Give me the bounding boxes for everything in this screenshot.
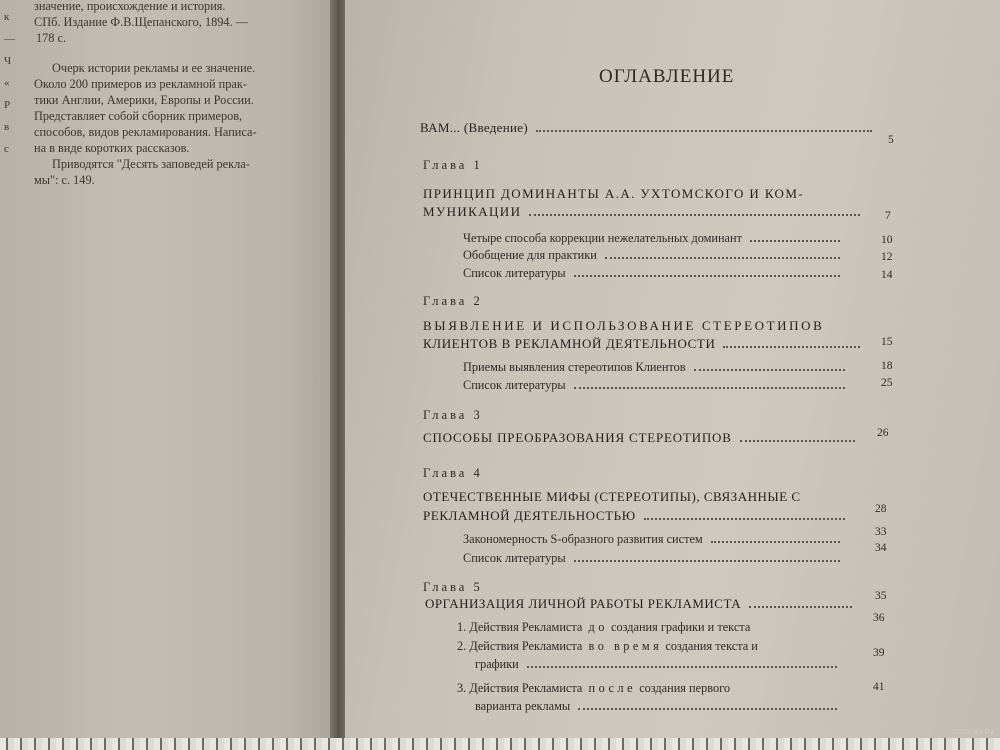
chapter-title: ПРИНЦИП ДОМИНАНТЫ А.А. УХТОМСКОГО И КОМ- xyxy=(423,186,805,201)
margin-mark: к xyxy=(4,11,10,23)
chapter-title: РЕКЛАМНОЙ ДЕЯТЕЛЬНОСТЬЮ xyxy=(423,508,853,524)
bibliography-line: Приводятся "Десять заповедей рекла- xyxy=(52,157,250,171)
toc-page-number: 7 xyxy=(885,210,891,222)
margin-mark: Ч xyxy=(4,55,12,67)
toc-page-number: 39 xyxy=(873,647,885,659)
toc-page-number: 34 xyxy=(875,542,887,554)
bibliography-line: способов, видов рекламирования. Написа- xyxy=(34,125,257,139)
bibliography-line: тики Англии, Америки, Европы и России. xyxy=(34,93,254,107)
margin-mark: — xyxy=(4,33,15,45)
bibliography-line: значение, происхождение и история. xyxy=(34,0,226,13)
toc-subentry: 2. Действия Рекламиста во время создания текста и xyxy=(457,639,758,653)
chapter-label: Глава 5 xyxy=(423,580,483,594)
bibliography-line: на в виде коротких рассказов. xyxy=(34,141,190,155)
bibliography-line: Очерк истории рекламы и ее значение. xyxy=(52,61,256,75)
chapter-title: ВЫЯВЛЕНИЕ И ИСПОЛЬЗОВАНИЕ СТЕРЕОТИПОВ xyxy=(423,318,825,333)
bibliography-line: Около 200 примеров из рекламной прак- xyxy=(34,77,247,91)
toc-page-number: 26 xyxy=(877,427,889,439)
toc-page-number: 41 xyxy=(873,681,885,693)
margin-mark: Р xyxy=(4,99,11,111)
toc-subentry: 3. Действия Рекламиста после создания первого xyxy=(457,681,730,695)
toc-subentry: Список литературы xyxy=(463,551,848,566)
toc-subentry: Четыре способа коррекции нежелательных доминант xyxy=(463,231,848,246)
bibliography-entry xyxy=(34,0,324,188)
page-bottom-edge xyxy=(0,738,1000,750)
chapter-label: Глава 2 xyxy=(423,294,483,308)
margin-mark: « xyxy=(4,77,10,89)
chapter-title: МУНИКАЦИИ xyxy=(423,204,868,220)
toc-subentry: 1. Действия Рекламиста до создания графики и текста xyxy=(457,620,751,634)
toc-subentry: Обобщение для практики xyxy=(463,248,848,263)
toc-page-number: 5 xyxy=(888,134,894,146)
toc-subentry: Список литературы xyxy=(463,266,848,281)
bibliography-line: мы": с. 149. xyxy=(34,173,95,187)
chapter-title: ОТЕЧЕСТВЕННЫЕ МИФЫ (СТЕРЕОТИПЫ), СВЯЗАННЫЕ С xyxy=(423,489,801,504)
toc-subentry: Приемы выявления стереотипов Клиентов xyxy=(463,360,853,375)
toc-page-number: 33 xyxy=(875,526,887,538)
toc-page-number: 15 xyxy=(881,336,893,348)
chapter-title: СПОСОБЫ ПРЕОБРАЗОВАНИЯ СТЕРЕОТИПОВ xyxy=(423,430,863,446)
left-margin-marks xyxy=(4,6,15,160)
bibliography-line: СПб. Издание Ф.В.Щепанского, 1894. — xyxy=(34,15,248,29)
toc-entry-label: ВАМ... (Введение) xyxy=(420,120,528,135)
toc-title: ОГЛАВЛЕНИЕ xyxy=(599,66,735,87)
chapter-label: Глава 4 xyxy=(423,466,483,480)
right-page xyxy=(345,0,1000,742)
chapter-title: КЛИЕНТОВ В РЕКЛАМНОЙ ДЕЯТЕЛЬНОСТИ xyxy=(423,336,868,352)
toc-subentry: Закономерность S-образного развития систем xyxy=(463,532,848,547)
bibliography-line: Представляет собой сборник примеров, xyxy=(34,109,243,123)
margin-mark: в xyxy=(4,121,10,133)
toc-page-number: 35 xyxy=(875,590,887,602)
toc-page-number: 25 xyxy=(881,377,893,389)
left-page xyxy=(0,0,338,745)
table-of-contents xyxy=(345,0,1000,742)
toc-page-number: 18 xyxy=(881,360,893,372)
bibliography-line: 178 с. xyxy=(36,31,67,45)
toc-subentry: Список литературы xyxy=(463,378,853,393)
chapter-label: Глава 3 xyxy=(423,408,483,422)
toc-page-number: 36 xyxy=(873,612,885,624)
chapter-label: Глава 1 xyxy=(423,158,483,172)
toc-page-number: 12 xyxy=(881,251,893,263)
toc-subentry-continuation: варианта рекламы xyxy=(475,699,845,714)
toc-page-number: 10 xyxy=(881,234,893,246)
toc-page-number: 14 xyxy=(881,269,893,281)
watermark: www.ay.by xyxy=(951,726,994,736)
chapter-title: ОРГАНИЗАЦИЯ ЛИЧНОЙ РАБОТЫ РЕКЛАМИСТА xyxy=(425,596,860,612)
margin-mark: с xyxy=(4,143,9,155)
toc-subentry-continuation: графики xyxy=(475,657,845,672)
toc-page-number: 28 xyxy=(875,503,887,515)
toc-entry-intro xyxy=(420,120,880,136)
